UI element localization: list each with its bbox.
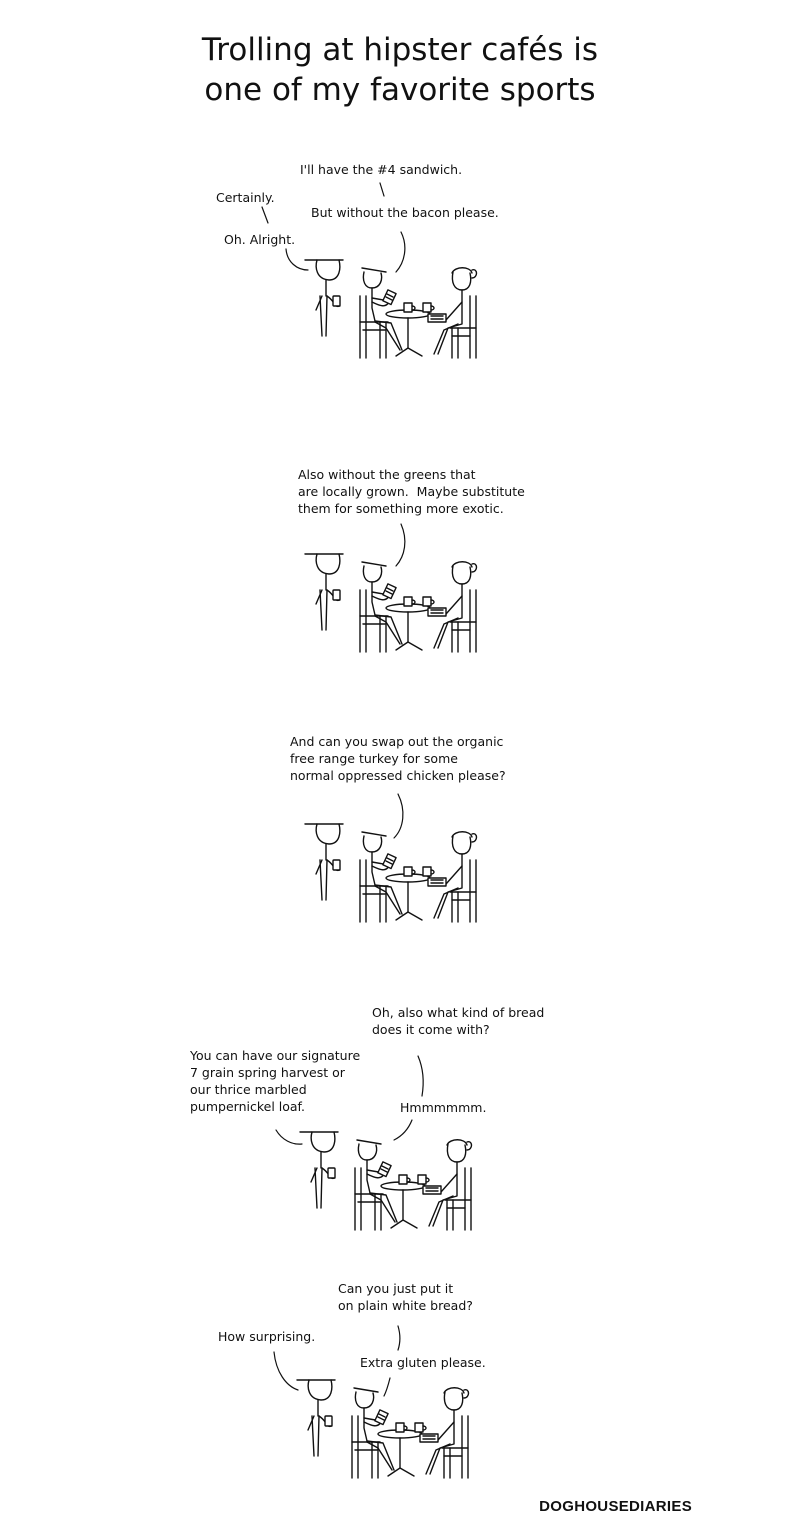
title-line-1: Trolling at hipster cafés is xyxy=(201,32,599,68)
panel-1-line-customer-no-bacon: But without the bacon please. xyxy=(311,205,499,220)
panel-1-scene xyxy=(305,260,477,358)
panel-2-scene xyxy=(305,554,477,652)
panel-5-line-customer-gluten: Extra gluten please. xyxy=(360,1355,486,1370)
panel-4-line-customer-bread: Oh, also what kind of bread does it come with? xyxy=(372,1005,545,1037)
title-line-2: one of my favorite sports xyxy=(204,72,596,109)
panel-1-line-customer-order: I'll have the #4 sandwich. xyxy=(300,162,463,177)
panel-1-speech-lines xyxy=(262,183,405,272)
panel-1-line-waiter-alright: Oh. Alright. xyxy=(224,232,296,247)
panel-4-speech-lines xyxy=(276,1056,423,1144)
panel-3-scene xyxy=(305,824,477,922)
panel-1-line-waiter-certainly: Certainly. xyxy=(216,190,275,205)
panel-5-line-waiter-surprising: How surprising. xyxy=(218,1329,316,1344)
panel-3-speech-lines xyxy=(394,794,403,838)
panel-2-line-customer-greens: Also without the greens that are locally grown. Maybe substitute them for something more exotic. xyxy=(298,467,525,516)
panel-4-line-customer-hmm: Hmmmmmm. xyxy=(400,1100,487,1115)
panel-4-line-waiter-options: You can have our signature 7 grain spring harvest or our thrice marbled pumpernickel loaf. xyxy=(190,1048,361,1114)
panel-3-line-customer-chicken: And can you swap out the organic free range turkey for some normal oppressed chicken please? xyxy=(290,734,506,783)
panel-5-speech-lines xyxy=(274,1326,400,1396)
panel-5-line-customer-white-bread: Can you just put it on plain white bread? xyxy=(338,1281,473,1313)
credit-logo: DOGHOUSEDIARIES xyxy=(539,1498,692,1515)
panel-2-speech-lines xyxy=(396,524,405,566)
panel-4-scene xyxy=(300,1132,472,1230)
panel-5-scene xyxy=(297,1380,469,1478)
